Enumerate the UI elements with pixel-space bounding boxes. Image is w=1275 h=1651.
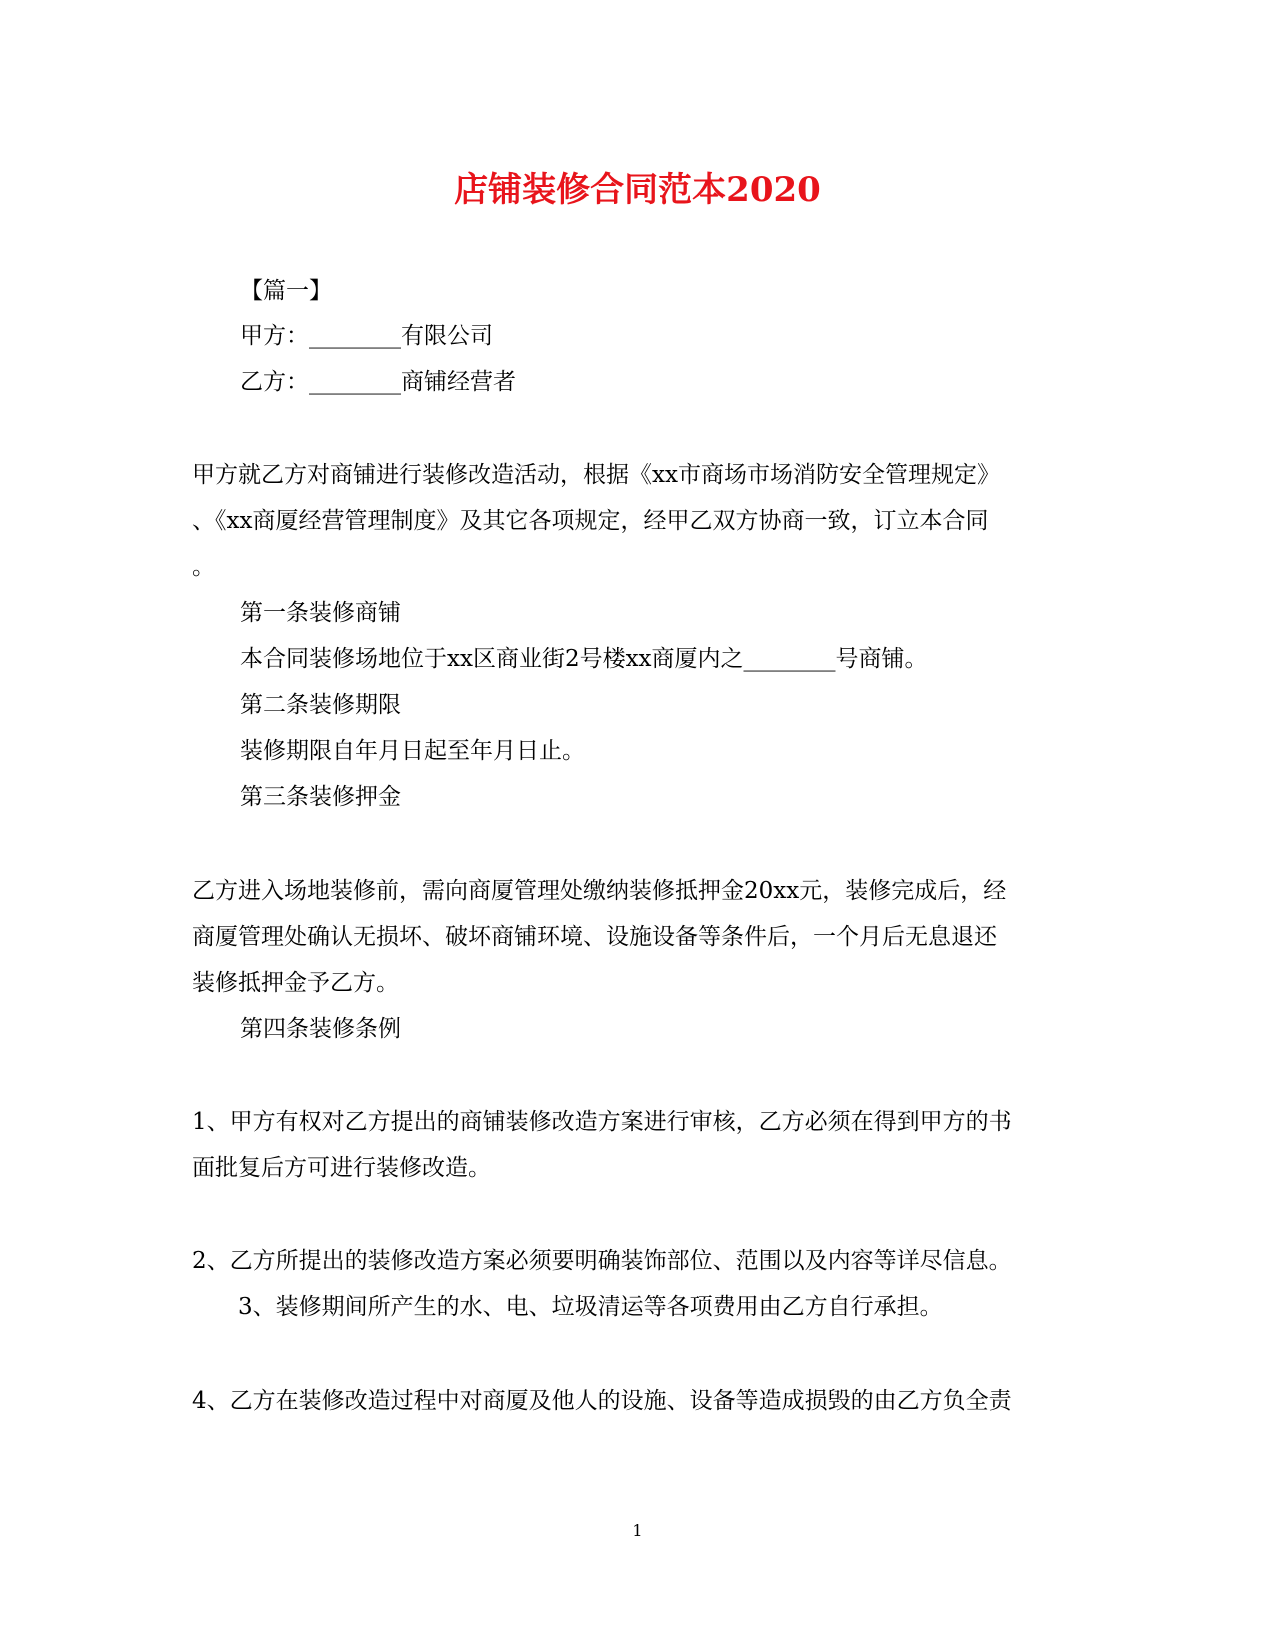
article-body: 本合同装修场地位于xx区商业街2号楼xx商厦内之________号商铺。	[240, 646, 928, 672]
section-heading-part-one: 【篇一】	[240, 278, 332, 304]
party-b-line: 乙方：________商铺经营者	[240, 369, 516, 395]
article-heading: 第二条装修期限	[240, 692, 401, 718]
article-body: 商厦管理处确认无损坏、破坏商铺环境、设施设备等条件后，一个月后无息退还	[192, 924, 997, 950]
preamble-line: 。	[192, 554, 215, 580]
article-heading: 第四条装修条例	[240, 1016, 401, 1042]
preamble-line: 、《xx商厦经营管理制度》及其它各项规定，经甲乙双方协商一致，订立本合同	[192, 508, 989, 534]
article-heading: 第一条装修商铺	[240, 600, 401, 626]
article-body: 乙方进入场地装修前，需向商厦管理处缴纳装修抵押金20xx元，装修完成后，经	[192, 878, 1007, 904]
clause-line: 面批复后方可进行装修改造。	[192, 1155, 491, 1181]
party-a-line: 甲方：________有限公司	[240, 323, 493, 349]
clause-line: 4、乙方在装修改造过程中对商厦及他人的设施、设备等造成损毁的由乙方负全责	[192, 1388, 1012, 1414]
article-body: 装修抵押金予乙方。	[192, 970, 399, 996]
preamble-line: 甲方就乙方对商铺进行装修改造活动，根据《xx市商场市场消防安全管理规定》	[192, 462, 1000, 488]
clause-line: 1、甲方有权对乙方提出的商铺装修改造方案进行审核，乙方必须在得到甲方的书	[192, 1109, 1012, 1135]
page-number: 1	[632, 1521, 643, 1540]
article-heading: 第三条装修押金	[240, 784, 401, 810]
article-body: 装修期限自年月日起至年月日止。	[240, 738, 585, 764]
document-title: 店铺装修合同范本2020	[454, 170, 821, 210]
clause-line: 3、装修期间所产生的水、电、垃圾清运等各项费用由乙方自行承担。	[238, 1294, 943, 1320]
clause-line: 2、乙方所提出的装修改造方案必须要明确装饰部位、范围以及内容等详尽信息。	[192, 1248, 1012, 1274]
